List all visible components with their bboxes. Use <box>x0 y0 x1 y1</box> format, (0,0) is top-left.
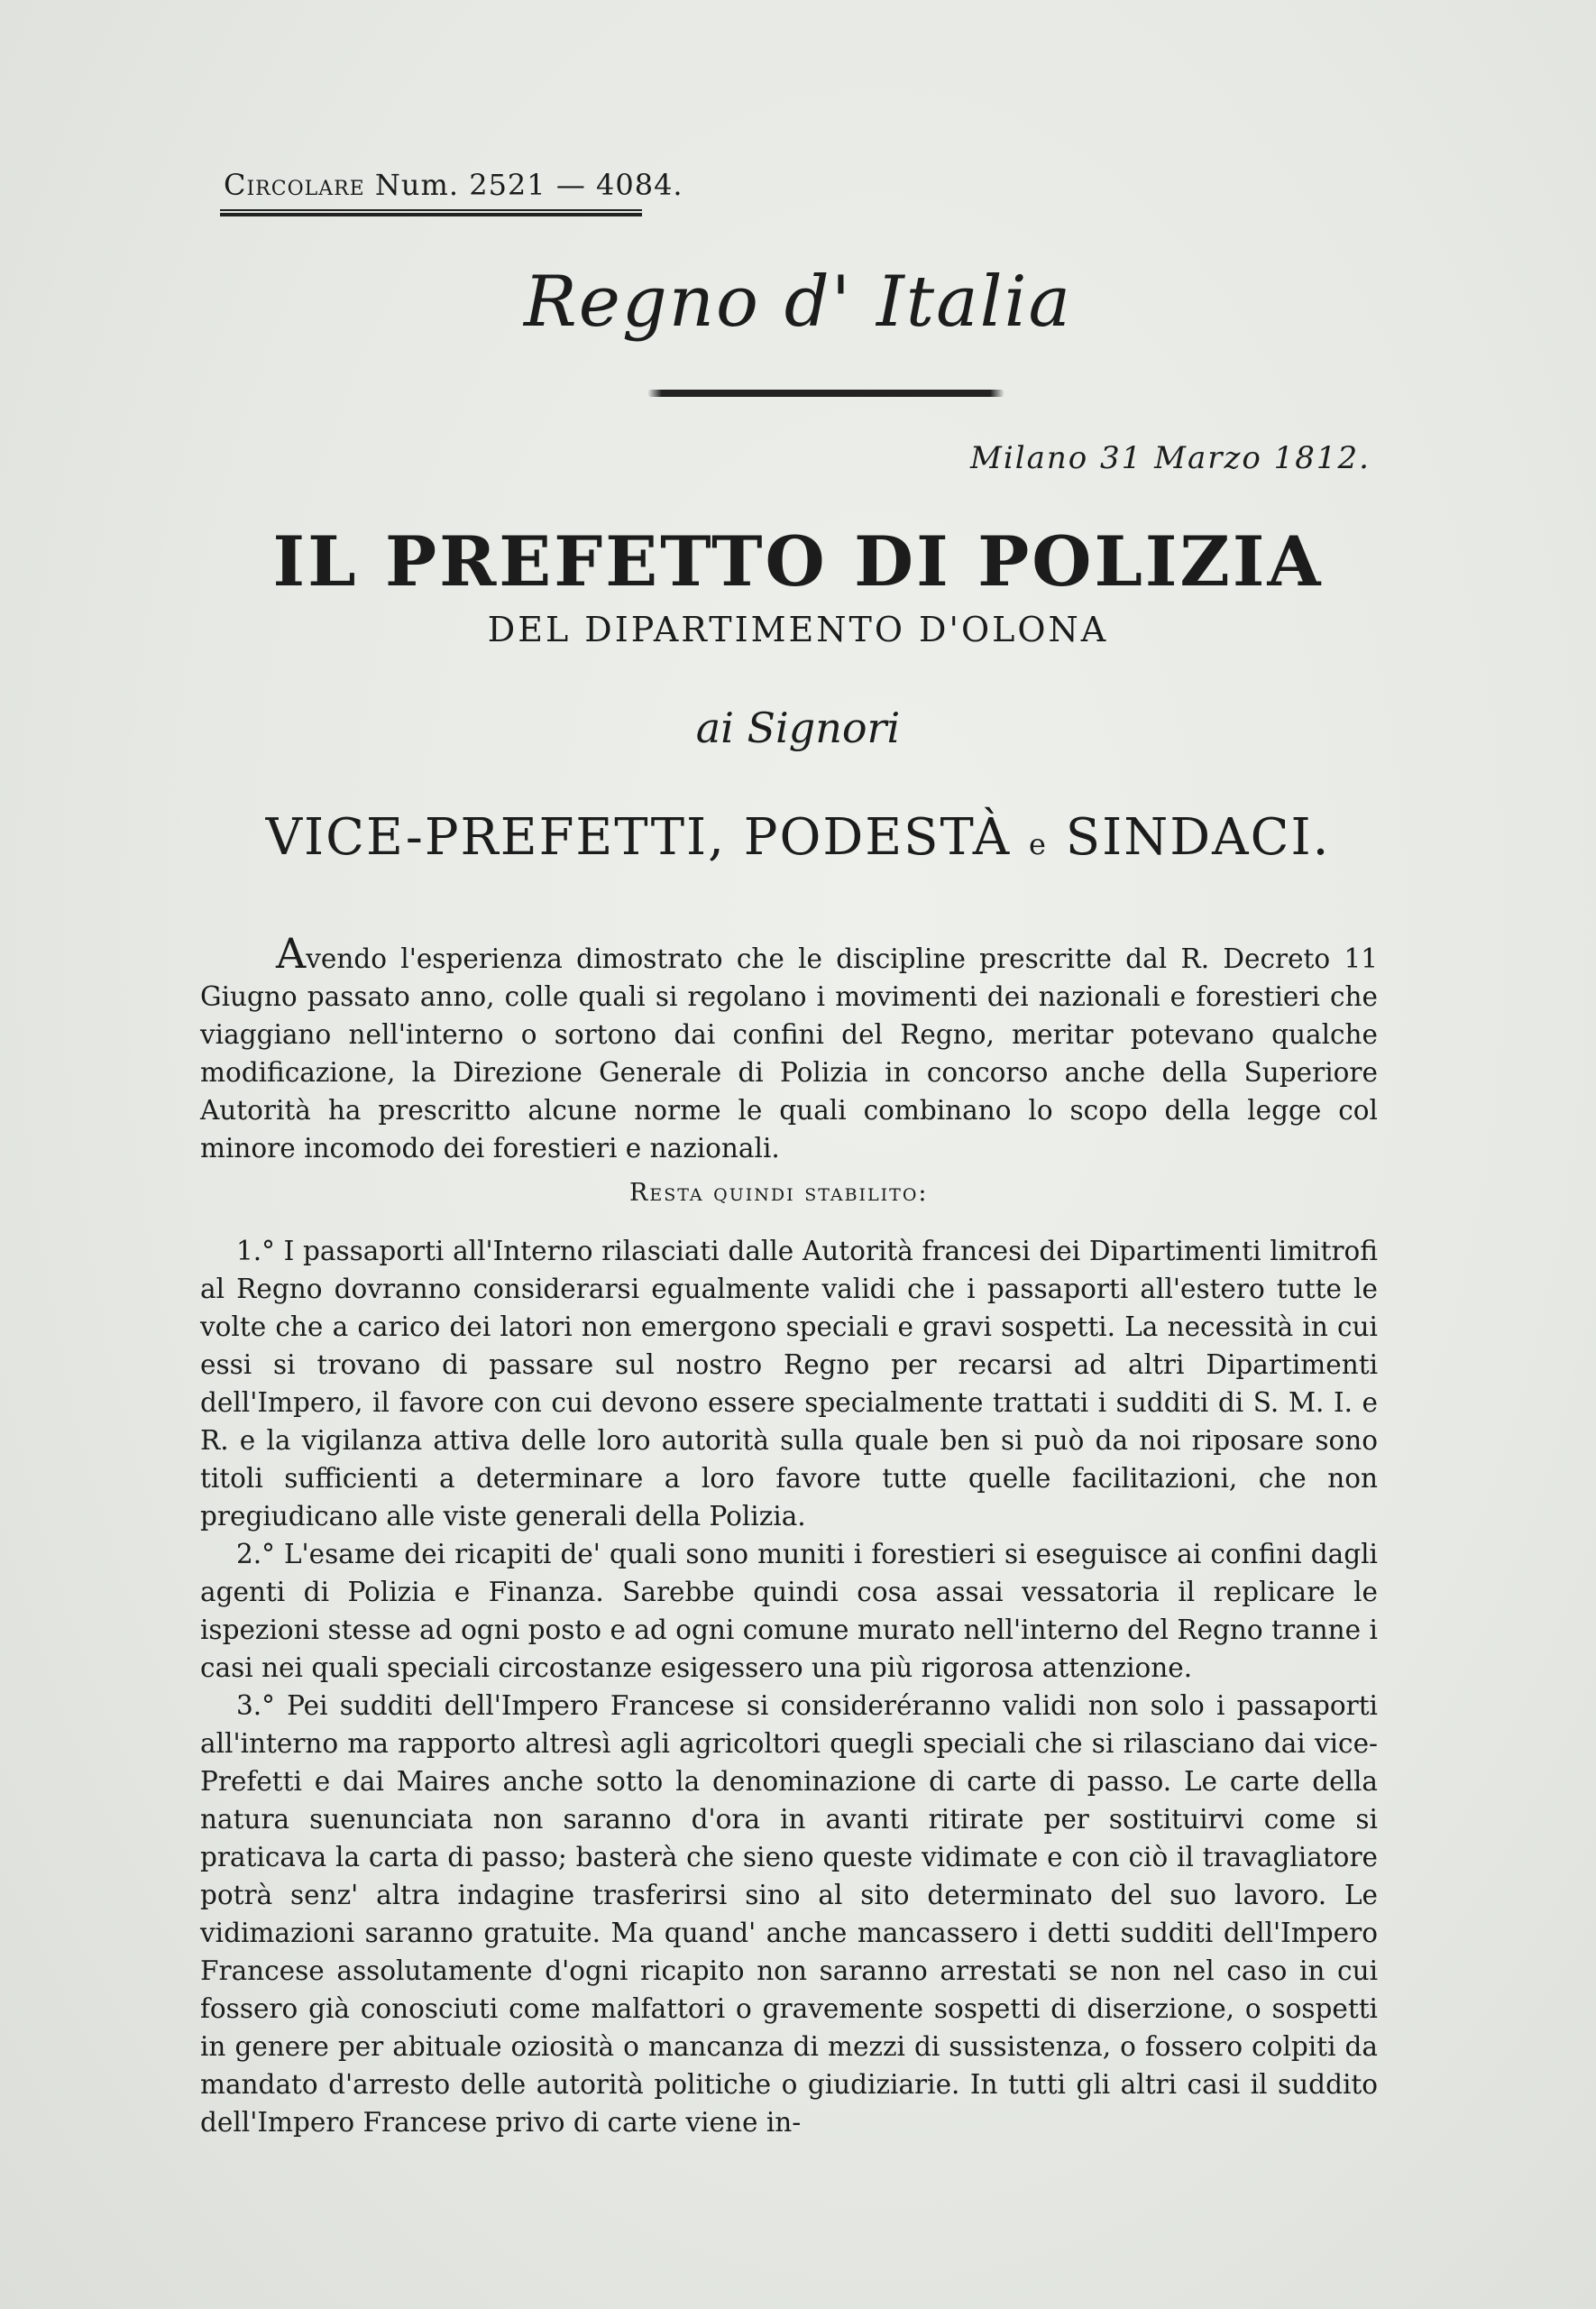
page-subtitle: DEL DIPARTIMENTO D'OLONA <box>487 610 1109 649</box>
intro-paragraph <box>200 929 1378 1167</box>
drop-cap: A <box>276 929 307 978</box>
addressees <box>0 808 1596 867</box>
circular-number <box>224 168 683 202</box>
addressees-part2: SINDACI. <box>1065 808 1331 867</box>
resta-heading: Resta quindi stabilito: <box>629 1179 929 1207</box>
body-text <box>200 929 1378 2141</box>
header-rule <box>220 209 642 216</box>
kingdom-title: Regno d' Italia <box>523 262 1073 343</box>
date-line: Milano 31 Marzo 1812. <box>970 440 1371 476</box>
circular-num: Num. 2521 — 4084. <box>374 168 683 202</box>
article-2: 2.° L'esame dei ricapiti de' quali sono muniti i forestieri si eseguisce ai confini dagli agenti di Polizia e Finanza. Sarebbe quindi cosa assai vessatoria il replicare le ispezioni stesse ad ogni posto e ad ogni comune murato nell'interno del Regno tranne i casi nei quali speciali circostanze esigessero una più rigorosa attenzione. <box>200 1539 1378 1683</box>
circular-label: Circolare <box>224 168 365 202</box>
addressees-part1: VICE-PREFETTI, PODESTÀ <box>265 808 1012 867</box>
article-1: 1.° I passaporti all'Interno rilasciati dalle Autorità francesi dei Dipartimenti limitrofi al Regno dovranno considerarsi egualmente validi che i passaporti all'estero tutte le volte che a carico dei latori non emergono speciali e gravi sospetti. La necessità in cui essi si trovano di passare sul nostro Regno per recarsi ad altri Dipartimenti dell'Impero, il favore con cui devono essere specialmente trattati i sudditi di S. M. I. e R. e la vigilanza attiva delle loro autorità sulla quale ben si può da noi riposare sono titoli sufficienti a determinare a loro favore tutte quelle facilitazioni, che non pregiudicano alle viste generali della Polizia. <box>200 1236 1378 1532</box>
intro-text: vendo l'esperienza dimostrato che le discipline prescritte dal R. Decreto 11 Giugno passato anno, colle quali si regolano i movimenti dei nazionali e forestieri che viaggiano nell'interno o sortono dai confini del Regno, meritar potevano qualche modificazione, la Direzione Generale di Polizia in concorso anche della Superiore Autorità ha prescritto alcune norme le quali combinano lo scopo della legge col minore incomodo dei forestieri e nazionali. <box>200 943 1378 1164</box>
title-rule <box>647 390 1004 397</box>
addressees-conj: e <box>1029 827 1048 861</box>
page-title: IL PREFETTO DI POLIZIA <box>272 521 1324 602</box>
addressee-intro: ai Signori <box>695 704 901 752</box>
article-3: 3.° Pei sudditi dell'Impero Francese si consideréranno validi non solo i passaporti all'interno ma rapporto altresì agli agricoltori quegli speciali che si rilasciano dai vice-Prefetti e dai Maires anche sotto la denominazione di carte di passo. Le carte della natura suenunciata non saranno d'ora in avanti ritirate per sostituirvi come si praticava la carta di passo; basterà che sieno queste vidimate e con ciò il travagliatore potrà senz' altra indagine trasferirsi sino al sito determinato del suo lavoro. Le vidimazioni saranno gratuite. Ma quand' anche mancassero i detti sudditi dell'Impero Francese assolutamente d'ogni ricapito non saranno arrestati se non nel caso in cui fossero già conosciuti come malfattori o gravemente sospetti di diserzione, o sospetti in genere per abituale oziosità o mancanza di mezzi di sussistenza, o fossero colpiti da mandato d'arresto delle autorità politiche o giudiziarie. In tutti gli altri casi il suddito dell'Impero Francese privo di carte viene in- <box>200 1690 1378 2138</box>
